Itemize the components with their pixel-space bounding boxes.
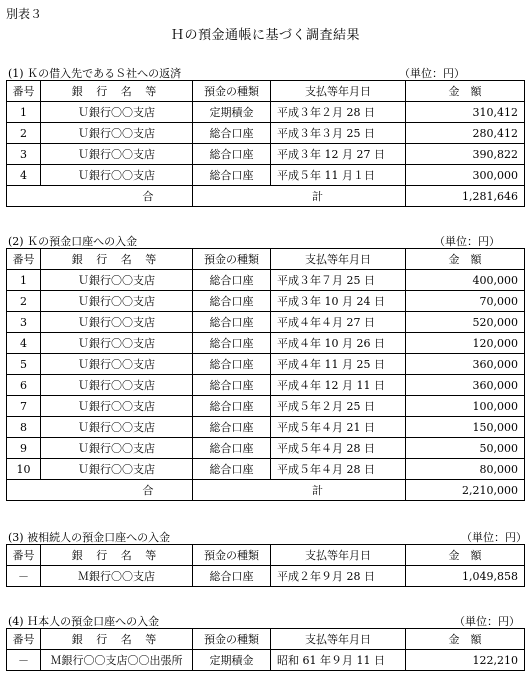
row-no: 8 bbox=[7, 417, 41, 438]
row-no: 4 bbox=[7, 165, 41, 186]
results-table bbox=[6, 248, 525, 501]
row-type: 総合口座 bbox=[193, 354, 271, 375]
table-row bbox=[7, 123, 525, 144]
header-amount: 金 額 bbox=[406, 249, 525, 270]
header-row bbox=[7, 629, 525, 650]
row-type: 総合口座 bbox=[193, 144, 271, 165]
header-date: 支払等年月日 bbox=[271, 629, 406, 650]
row-date: 平成４年 10 月 26 日 bbox=[271, 333, 406, 354]
row-type: 総合口座 bbox=[193, 123, 271, 144]
row-no: 3 bbox=[7, 312, 41, 333]
row-no: 2 bbox=[7, 123, 41, 144]
row-type: 総合口座 bbox=[193, 270, 271, 291]
table-row bbox=[7, 417, 525, 438]
row-type: 総合口座 bbox=[193, 438, 271, 459]
table-row bbox=[7, 333, 525, 354]
row-type: 総合口座 bbox=[193, 396, 271, 417]
header-amount: 金 額 bbox=[406, 629, 525, 650]
row-no: 2 bbox=[7, 291, 41, 312]
row-amount: 360,000 bbox=[406, 354, 525, 375]
row-date: 平成３年７月 25 日 bbox=[271, 270, 406, 291]
row-amount: 70,000 bbox=[406, 291, 525, 312]
row-amount: 122,210 bbox=[406, 650, 525, 671]
row-date: 平成５年 11 月１日 bbox=[271, 165, 406, 186]
total-amount: 2,210,000 bbox=[406, 480, 525, 501]
row-bank: Ｍ銀行〇〇支店〇〇出張所 bbox=[41, 650, 193, 671]
table-row bbox=[7, 354, 525, 375]
row-bank: Ｕ銀行〇〇支店 bbox=[41, 291, 193, 312]
row-date: 平成５年２月 25 日 bbox=[271, 396, 406, 417]
table-row bbox=[7, 650, 525, 671]
row-type: 総合口座 bbox=[193, 333, 271, 354]
row-no: 9 bbox=[7, 438, 41, 459]
table-row bbox=[7, 312, 525, 333]
row-date: 平成３年 10 月 24 日 bbox=[271, 291, 406, 312]
table-row bbox=[7, 270, 525, 291]
row-type: 総合口座 bbox=[193, 291, 271, 312]
header-date: 支払等年月日 bbox=[271, 545, 406, 566]
row-date: 昭和 61 年９月 11 日 bbox=[271, 650, 406, 671]
total-amount: 1,281,646 bbox=[406, 186, 525, 207]
row-amount: 360,000 bbox=[406, 375, 525, 396]
section-4 bbox=[6, 612, 524, 671]
row-no: 5 bbox=[7, 354, 41, 375]
row-bank: Ｕ銀行〇〇支店 bbox=[41, 396, 193, 417]
row-type: 総合口座 bbox=[193, 566, 271, 587]
header-type: 預金の種類 bbox=[193, 629, 271, 650]
section-title: (3) 被相続人の預金口座への入金 bbox=[8, 531, 171, 544]
header-type: 預金の種類 bbox=[193, 81, 271, 102]
row-amount: 120,000 bbox=[406, 333, 525, 354]
header-date: 支払等年月日 bbox=[271, 249, 406, 270]
total-row bbox=[7, 480, 525, 501]
row-date: 平成５年４月 28 日 bbox=[271, 459, 406, 480]
unit-label: （単位：円） bbox=[454, 615, 520, 628]
row-date: 平成４年 11 月 25 日 bbox=[271, 354, 406, 375]
row-bank: Ｕ銀行〇〇支店 bbox=[41, 144, 193, 165]
row-date: 平成３年２月 28 日 bbox=[271, 102, 406, 123]
row-bank: Ｕ銀行〇〇支店 bbox=[41, 270, 193, 291]
row-date: 平成３年３月 25 日 bbox=[271, 123, 406, 144]
row-amount: 50,000 bbox=[406, 438, 525, 459]
row-type: 総合口座 bbox=[193, 165, 271, 186]
row-type: 総合口座 bbox=[193, 375, 271, 396]
header-type: 預金の種類 bbox=[193, 249, 271, 270]
row-no: 4 bbox=[7, 333, 41, 354]
row-type: 総合口座 bbox=[193, 459, 271, 480]
row-amount: 80,000 bbox=[406, 459, 525, 480]
row-type: 総合口座 bbox=[193, 417, 271, 438]
row-no: － bbox=[7, 566, 41, 587]
header-amount: 金 額 bbox=[406, 81, 525, 102]
header-no: 番号 bbox=[7, 81, 41, 102]
section-3 bbox=[6, 528, 527, 587]
row-date: 平成４年４月 27 日 bbox=[271, 312, 406, 333]
header-bank: 銀 行 名 等 bbox=[41, 81, 193, 102]
row-no: 7 bbox=[7, 396, 41, 417]
total-label-right: 計 bbox=[193, 186, 406, 207]
row-no: 10 bbox=[7, 459, 41, 480]
header-amount: 金 額 bbox=[406, 545, 525, 566]
row-date: 平成５年４月 28 日 bbox=[271, 438, 406, 459]
row-bank: Ｕ銀行〇〇支店 bbox=[41, 165, 193, 186]
row-type: 定期積金 bbox=[193, 650, 271, 671]
table-row bbox=[7, 459, 525, 480]
row-no: 3 bbox=[7, 144, 41, 165]
header-bank: 銀 行 名 等 bbox=[41, 545, 193, 566]
row-date: 平成５年４月 21 日 bbox=[271, 417, 406, 438]
results-table bbox=[6, 628, 525, 671]
row-type: 総合口座 bbox=[193, 312, 271, 333]
row-no: 6 bbox=[7, 375, 41, 396]
table-row bbox=[7, 102, 525, 123]
section-2 bbox=[6, 232, 524, 501]
row-amount: 520,000 bbox=[406, 312, 525, 333]
total-label-right: 計 bbox=[193, 480, 406, 501]
table-row bbox=[7, 566, 525, 587]
row-no: 1 bbox=[7, 102, 41, 123]
row-amount: 310,412 bbox=[406, 102, 525, 123]
header-bank: 銀 行 名 等 bbox=[41, 249, 193, 270]
header-row bbox=[7, 545, 525, 566]
row-bank: Ｕ銀行〇〇支店 bbox=[41, 354, 193, 375]
attachment-label: 別表３ bbox=[6, 7, 43, 21]
table-row bbox=[7, 396, 525, 417]
row-bank: Ｕ銀行〇〇支店 bbox=[41, 333, 193, 354]
header-no: 番号 bbox=[7, 545, 41, 566]
unit-label: （単位：円） bbox=[461, 531, 527, 544]
row-bank: Ｕ銀行〇〇支店 bbox=[41, 102, 193, 123]
document-title: Ｈの預金通帳に基づく調査結果 bbox=[170, 28, 360, 43]
header-date: 支払等年月日 bbox=[271, 81, 406, 102]
row-bank: Ｕ銀行〇〇支店 bbox=[41, 438, 193, 459]
header-no: 番号 bbox=[7, 249, 41, 270]
total-label-left: 合 bbox=[7, 186, 193, 207]
section-1 bbox=[6, 64, 524, 207]
table-row bbox=[7, 375, 525, 396]
row-amount: 300,000 bbox=[406, 165, 525, 186]
row-amount: 100,000 bbox=[406, 396, 525, 417]
row-amount: 1,049,858 bbox=[406, 566, 525, 587]
header-row bbox=[7, 249, 525, 270]
results-table bbox=[6, 544, 525, 587]
header-row bbox=[7, 81, 525, 102]
row-no: 1 bbox=[7, 270, 41, 291]
row-bank: Ｕ銀行〇〇支店 bbox=[41, 123, 193, 144]
section-title: (4) Ｈ本人の預金口座への入金 bbox=[8, 615, 160, 628]
row-amount: 400,000 bbox=[406, 270, 525, 291]
table-row bbox=[7, 165, 525, 186]
row-date: 平成４年 12 月 11 日 bbox=[271, 375, 406, 396]
section-title: (1) Ｋの借入先であるＳ社への返済 bbox=[8, 67, 182, 80]
unit-label: （単位：円） bbox=[434, 235, 500, 248]
row-bank: Ｕ銀行〇〇支店 bbox=[41, 417, 193, 438]
row-bank: Ｍ銀行〇〇支店 bbox=[41, 566, 193, 587]
row-amount: 150,000 bbox=[406, 417, 525, 438]
row-bank: Ｕ銀行〇〇支店 bbox=[41, 375, 193, 396]
row-type: 定期積金 bbox=[193, 102, 271, 123]
row-bank: Ｕ銀行〇〇支店 bbox=[41, 312, 193, 333]
results-table bbox=[6, 80, 525, 207]
unit-label: （単位：円） bbox=[399, 67, 465, 80]
header-bank: 銀 行 名 等 bbox=[41, 629, 193, 650]
row-no: － bbox=[7, 650, 41, 671]
table-row bbox=[7, 144, 525, 165]
total-label-left: 合 bbox=[7, 480, 193, 501]
row-date: 平成２年９月 28 日 bbox=[271, 566, 406, 587]
header-no: 番号 bbox=[7, 629, 41, 650]
row-bank: Ｕ銀行〇〇支店 bbox=[41, 459, 193, 480]
header-type: 預金の種類 bbox=[193, 545, 271, 566]
row-amount: 280,412 bbox=[406, 123, 525, 144]
table-row bbox=[7, 438, 525, 459]
row-amount: 390,822 bbox=[406, 144, 525, 165]
section-title: (2) Ｋの預金口座への入金 bbox=[8, 235, 138, 248]
table-row bbox=[7, 291, 525, 312]
row-date: 平成３年 12 月 27 日 bbox=[271, 144, 406, 165]
total-row bbox=[7, 186, 525, 207]
